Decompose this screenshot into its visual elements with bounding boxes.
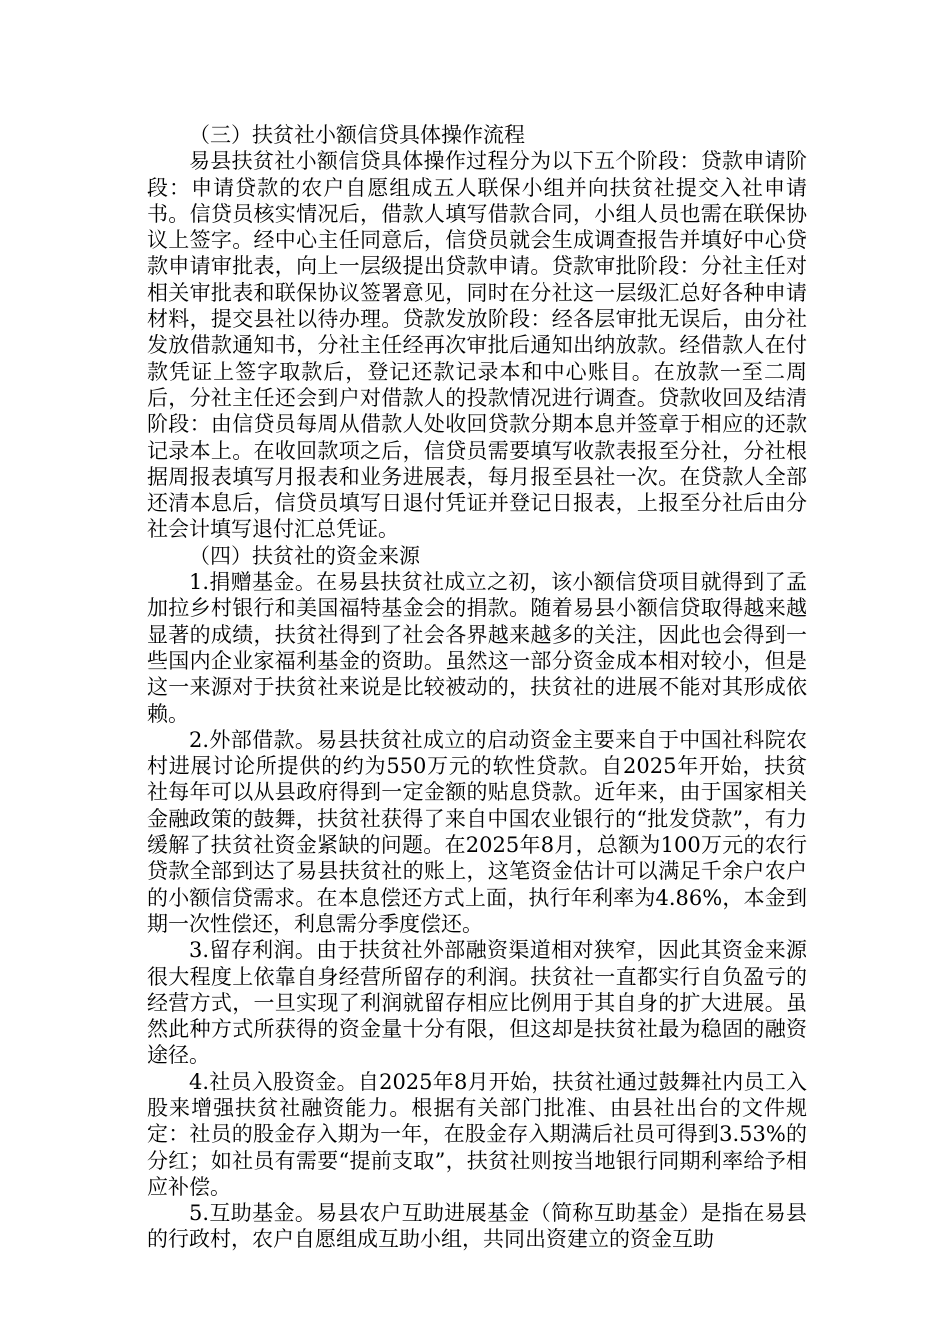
section-heading-3: （三）扶贫社小额信贷具体操作流程 bbox=[189, 123, 525, 147]
paragraph-retained-profit: 3.留存利润。由于扶贫社外部融资渠道相对狭窄，因此其资金来源很大程度上依靠自身经营所留存的利润。扶贫社一直都实行自负盈亏的经营方式，一旦实现了利润就留存相应比例用于其自身的扩大进展。虽然此种方式所获得的资金量十分有限，但这却是扶贫社最为稳固的融资途径。 bbox=[147, 938, 807, 1068]
paragraph-mutual-fund: 5.互助基金。易县农户互助进展基金（简称互助基金）是指在易县的行政村，农户自愿组成互助小组，共同出资建立的资金互助 bbox=[147, 1201, 807, 1252]
document-page bbox=[147, 122, 807, 1253]
paragraph-donation-fund: 1.捐赠基金。在易县扶贫社成立之初，该小额信贷项目就得到了孟加拉乡村银行和美国福特基金会的捐款。随着易县小额信贷取得越来越显著的成绩，扶贫社得到了社会各界越来越多的关注，因此也会得到一些国内企业家福利基金的资助。虽然这一部分资金成本相对较小，但是这一来源对于扶贫社来说是比较被动的，扶贫社的进展不能对其形成依赖。 bbox=[147, 570, 807, 726]
paragraph-member-shares: 4.社员入股资金。自2025年8月开始，扶贫社通过鼓舞社内员工入股来增强扶贫社融资能力。根据有关部门批准、由县社出台的文件规定：社员的股金存入期为一年，在股金存入期满后社员可得到3.53%的分红；如社员有需要“提前支取”，扶贫社则按当地银行同期利率给予相应补偿。 bbox=[147, 1069, 807, 1199]
paragraph-loan-process: 易县扶贫社小额信贷具体操作过程分为以下五个阶段：贷款申请阶段：申请贷款的农户自愿组成五人联保小组并向扶贫社提交入社申请书。信贷员核实情况后，借款人填写借款合同，小组人员也需在联保协议上签字。经中心主任同意后，信贷员就会生成调查报告并填好中心贷款申请审批表，向上一层级提出贷款申请。贷款审批阶段：分社主任对相关审批表和联保协议签署意见，同时在分社这一层级汇总好各种申请材料，提交县社以待办理。贷款发放阶段：经各层审批无误后，由分社发放借款通知书，分社主任经再次审批后通知出纳放款。经借款人在付款凭证上签字取款后，登记还款记录本和中心账目。在放款一至二周后，分社主任还会到户对借款人的投款情况进行调查。贷款收回及结清阶段：由信贷员每周从借款人处收回贷款分期本息并签章于相应的还款记录本上。在收回款项之后，信贷员需要填写收款表报至分社，分社根据周报表填写月报表和业务进展表，每月报至县社一次。在贷款人全部还清本息后，信贷员填写日退付凭证并登记日报表，上报至分社后由分社会计填写退付汇总凭证。 bbox=[147, 149, 807, 542]
section-heading-4: （四）扶贫社的资金来源 bbox=[189, 543, 420, 568]
paragraph-external-loans: 2.外部借款。易县扶贫社成立的启动资金主要来自于中国社科院农村进展讨论所提供的约为550万元的软性贷款。自2025年开始，扶贫社每年可以从县政府得到一定金额的贴息贷款。近年来，由于国家相关金融政策的鼓舞，扶贫社获得了来自中国农业银行的“批发贷款”，有力缓解了扶贫社资金紧缺的问题。在2025年8月，总额为100万元的农行贷款全部到达了易县扶贫社的账上，这笔资金估计可以满足千余户农户的小额信贷需求。在本息偿还方式上面，执行年利率为4.86%，本金到期一次性偿还，利息需分季度偿还。 bbox=[147, 727, 807, 936]
